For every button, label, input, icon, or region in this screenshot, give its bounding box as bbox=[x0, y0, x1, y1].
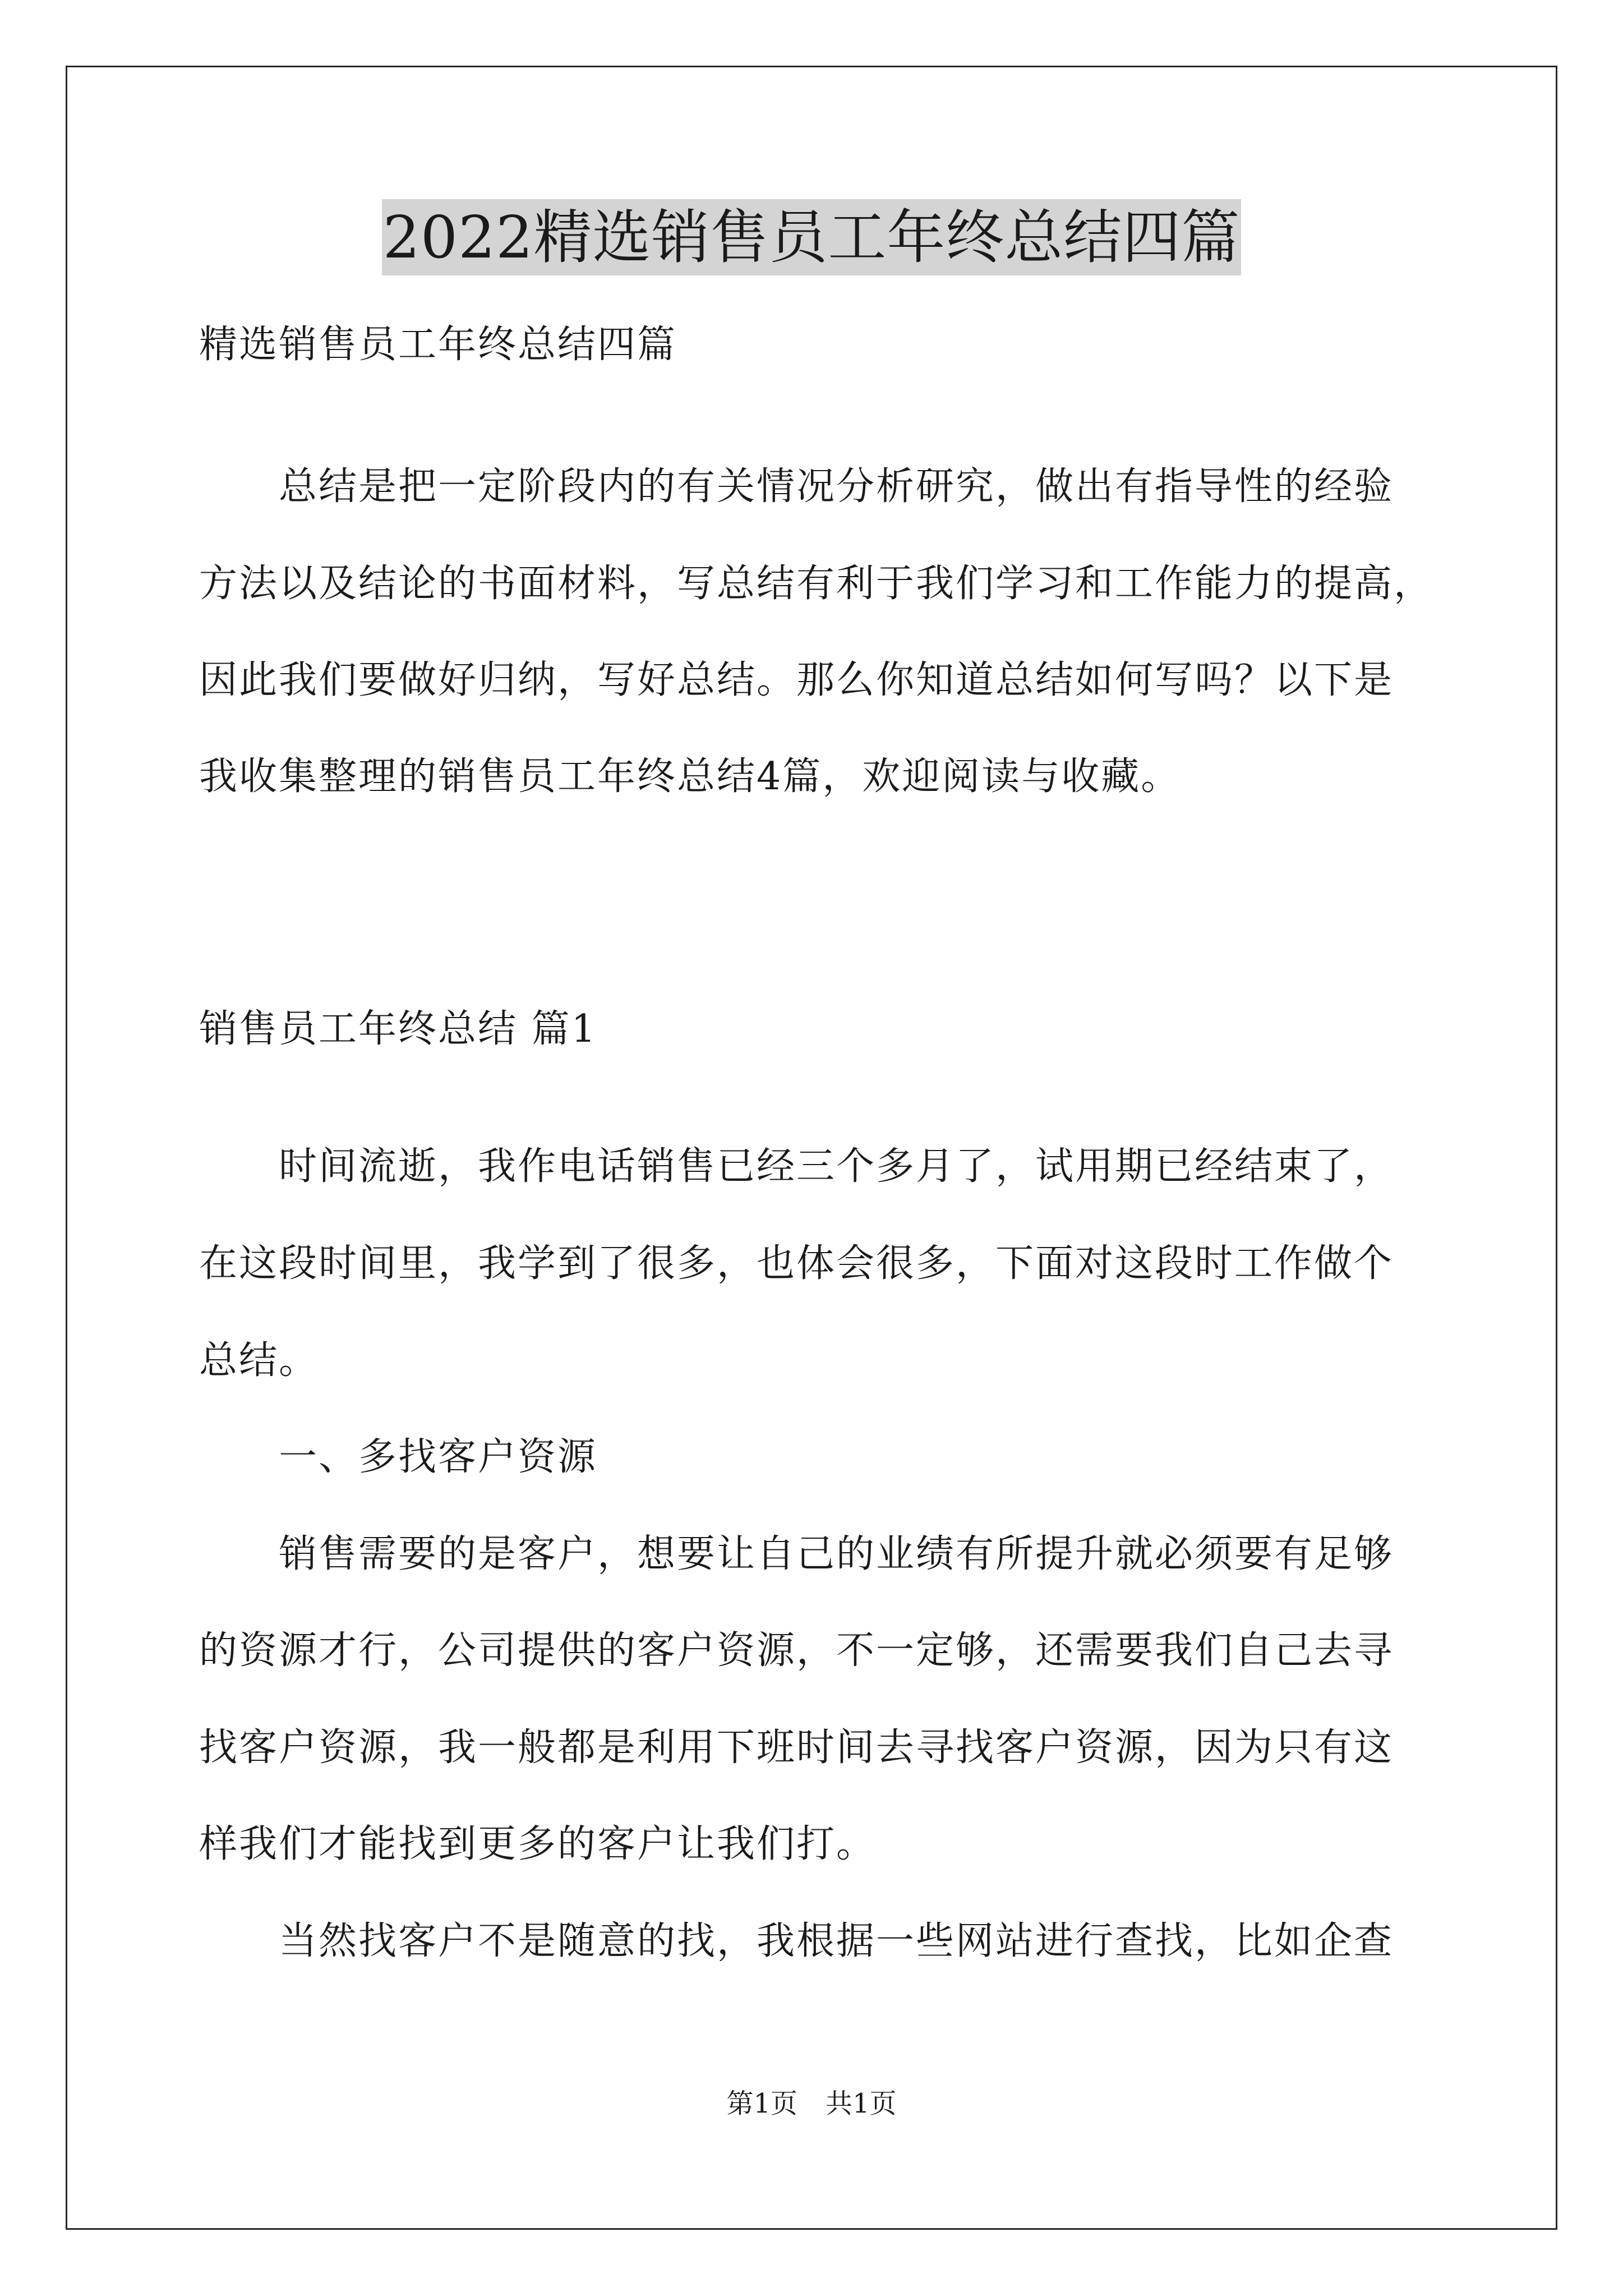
section-heading: 销售员工年终总结 篇1 bbox=[199, 1007, 597, 1051]
body-line: 总结。 bbox=[199, 1338, 319, 1383]
page-number: 第1页 bbox=[726, 2088, 797, 2119]
subtitle-line: 精选销售员工年终总结四篇 bbox=[199, 323, 677, 367]
body-line: 方法以及结论的书面材料，写总结有利于我们学习和工作能力的提高， bbox=[199, 562, 1434, 606]
body-line: 总结是把一定阶段内的有关情况分析研究，做出有指导性的经验 bbox=[199, 464, 1394, 509]
body-line: 当然找客户不是随意的找，我根据一些网站进行查找，比如企查 bbox=[199, 1919, 1394, 1963]
body-line: 时间流逝，我作电话销售已经三个多月了，试用期已经结束了， bbox=[199, 1144, 1394, 1189]
page-footer bbox=[0, 2087, 1623, 2120]
body-line: 在这段时间里，我学到了很多，也体会很多，下面对这段时工作做个 bbox=[199, 1241, 1394, 1286]
title-container bbox=[0, 199, 1623, 275]
body-line: 我收集整理的销售员工年终总结4篇，欢迎阅读与收藏。 bbox=[199, 754, 1181, 799]
page-total: 共1页 bbox=[826, 2088, 897, 2119]
body-line: 因此我们要做好归纳，写好总结。那么你知道总结如何写吗？以下是 bbox=[199, 658, 1394, 702]
body-line: 找客户资源，我一般都是利用下班时间去寻找客户资源，因为只有这 bbox=[199, 1726, 1394, 1770]
body-line: 样我们才能找到更多的客户让我们打。 bbox=[199, 1822, 877, 1866]
subheading-line: 一、多找客户资源 bbox=[199, 1435, 598, 1479]
document-title: 2022精选销售员工年终总结四篇 bbox=[382, 199, 1242, 275]
body-line: 销售需要的是客户，想要让自己的业绩有所提升就必须要有足够 bbox=[199, 1532, 1394, 1576]
body-line: 的资源才行，公司提供的客户资源，不一定够，还需要我们自己去寻 bbox=[199, 1628, 1394, 1673]
